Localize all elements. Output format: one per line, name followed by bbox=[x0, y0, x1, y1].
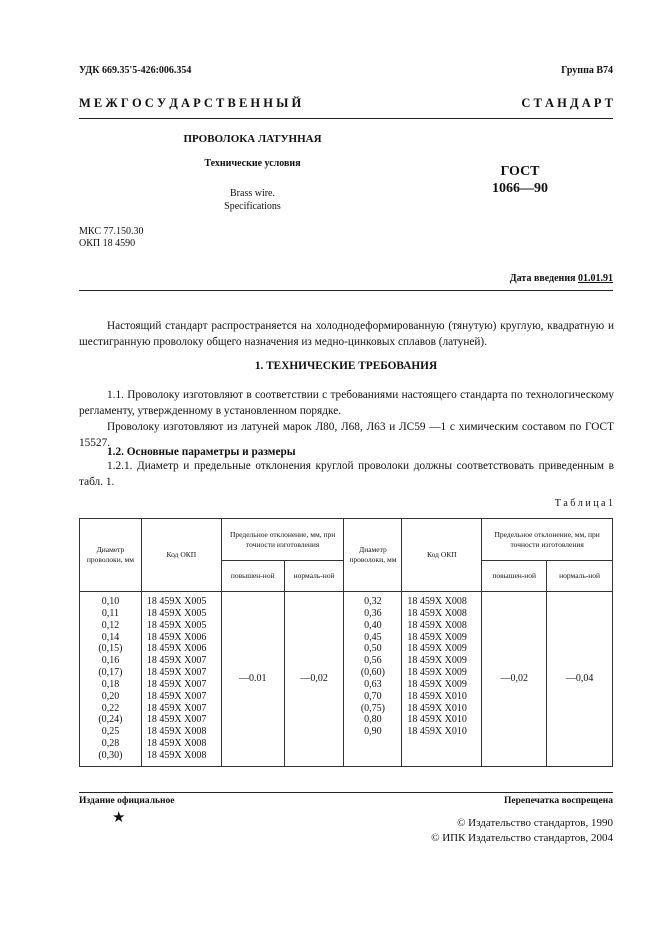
right-codes-cell bbox=[402, 592, 482, 767]
col-increased-header-2: повышен-ной bbox=[482, 561, 547, 592]
right-normal-deviation: —0,04 bbox=[547, 592, 613, 767]
col-diameter-header: Диаметр проволоки, мм bbox=[80, 519, 142, 592]
left-diameters-cell bbox=[80, 592, 142, 767]
paragraph-1-1: 1.1. Проволоку изготовляют в соответствии с требованиями настоящего стандарта по технологическому регламенту, утвержденному в установленном порядке. bbox=[79, 389, 614, 417]
okp-code-value: 18 459Х Х008 bbox=[146, 738, 207, 750]
intro-paragraph: Настоящий стандарт распространяется на холоднодеформированную (тянутую) круглую, квадратную и шестигранную проволоку общего назначения из медно-цинковых сплавов (латуней). bbox=[79, 320, 614, 348]
banner-right: С Т А Н Д А Р Т bbox=[521, 96, 613, 110]
diameter-value: 0,90 bbox=[364, 726, 382, 738]
gost-label: ГОСТ bbox=[500, 164, 540, 179]
table-caption: Т а б л и ц а 1 bbox=[554, 498, 613, 509]
diameter-value: 0,11 bbox=[101, 607, 119, 619]
diameter-value: 0,40 bbox=[364, 619, 382, 631]
intro-date-label: Дата введения bbox=[509, 273, 576, 284]
english-title-line2: Specifications bbox=[224, 201, 281, 212]
okp-code-value: 18 459Х Х009 bbox=[407, 631, 467, 643]
col-deviation-header-2: Предельное отклонение, мм, при точности изготовления bbox=[482, 519, 613, 561]
left-codes-cell bbox=[141, 592, 221, 767]
diameter-value: 0,63 bbox=[364, 678, 382, 690]
diameter-value: 0,16 bbox=[101, 655, 120, 667]
diameter-value: 0,36 bbox=[364, 607, 382, 619]
paragraph-1-2: 1.2. Основные параметры и размеры bbox=[107, 446, 296, 458]
okp-code-value: 18 459Х Х005 bbox=[146, 607, 207, 619]
okp-code-value: 18 459Х Х007 bbox=[146, 690, 207, 702]
diameter-value: 0,25 bbox=[101, 726, 120, 738]
okp-code-value: 18 459Х Х007 bbox=[146, 667, 207, 679]
diameter-value: 0,56 bbox=[364, 655, 382, 667]
okp-code-value: 18 459Х Х007 bbox=[146, 655, 207, 667]
okp-code-value: 18 459Х Х007 bbox=[146, 714, 207, 726]
group-code: Группа В74 bbox=[561, 65, 613, 76]
paragraph-1-1b: Проволоку изготовляют из латуней марок Л80, Л68, Л63 и ЛС59 —1 с химическим составом по ГОСТ 15527. bbox=[79, 421, 614, 449]
okp-code-value: 18 459Х Х010 bbox=[407, 690, 467, 702]
diameter-value: 0,22 bbox=[101, 702, 120, 714]
left-increased-deviation: —0.01 bbox=[221, 592, 284, 767]
diameter-value: (0,30) bbox=[98, 749, 123, 761]
right-increased-deviation: —0,02 bbox=[482, 592, 547, 767]
okp-code-value: 18 459Х Х005 bbox=[146, 619, 207, 631]
okp-code-value: 18 459Х Х007 bbox=[146, 702, 207, 714]
okp-code-value: 18 459Х Х010 bbox=[407, 726, 467, 738]
diameter-value: 0,32 bbox=[364, 596, 382, 607]
diameter-value: (0,15) bbox=[98, 643, 123, 655]
diameter-value: 0,80 bbox=[364, 714, 382, 726]
col-okp-header-2: Код ОКП bbox=[402, 519, 482, 592]
okp-code-value: 18 459Х Х009 bbox=[407, 667, 467, 679]
official-edition: Издание официальное bbox=[79, 796, 175, 806]
classification-codes bbox=[79, 226, 143, 249]
diameter-value: 0,28 bbox=[101, 738, 120, 750]
standard-banner bbox=[79, 96, 613, 111]
col-diameter-header-2: Диаметр проволоки, мм bbox=[344, 519, 402, 592]
col-normal-header: нормаль-ной bbox=[284, 561, 344, 592]
okp-code-value: 18 459Х Х009 bbox=[407, 655, 467, 667]
okp-code-value: 18 459Х Х010 bbox=[407, 714, 467, 726]
english-title-line1: Brass wire. bbox=[230, 188, 275, 199]
col-okp-header: Код ОКП bbox=[141, 519, 221, 592]
diameter-value: 0,18 bbox=[101, 678, 120, 690]
diameter-value: 0,12 bbox=[101, 619, 120, 631]
okp-code-value: 18 459Х Х009 bbox=[407, 678, 467, 690]
document-title: ПРОВОЛОКА ЛАТУННАЯ bbox=[183, 133, 322, 145]
okp-code-value: 18 459Х Х008 bbox=[146, 749, 207, 761]
date-rule bbox=[79, 290, 613, 291]
okp-code-value: 18 459Х Х008 bbox=[407, 607, 467, 619]
okp-code-value: 18 459Х Х010 bbox=[407, 702, 467, 714]
intro-date bbox=[510, 273, 613, 284]
okp-code-value: 18 459Х Х005 bbox=[146, 596, 207, 607]
section-title: 1. ТЕХНИЧЕСКИЕ ТРЕБОВАНИЯ bbox=[254, 360, 438, 372]
reprint-notice: Перепечатка воспрещена bbox=[503, 796, 613, 806]
copyright-1990: © Издательство стандартов, 1990 bbox=[457, 817, 613, 829]
table-1 bbox=[79, 518, 613, 767]
diameter-value: 0,14 bbox=[101, 631, 120, 643]
col-normal-header-2: нормаль-ной bbox=[547, 561, 613, 592]
english-title bbox=[150, 187, 355, 213]
diameter-value: 0,10 bbox=[101, 596, 120, 607]
col-deviation-header: Предельное отклонение, мм, при точности изготовления bbox=[221, 519, 344, 561]
gost-designation bbox=[470, 163, 570, 197]
header-rule bbox=[79, 118, 613, 119]
gost-number: 1066—90 bbox=[492, 181, 548, 196]
diameter-value: 0,50 bbox=[364, 643, 382, 655]
diameter-value: (0,75) bbox=[360, 702, 386, 714]
document-subtitle: Технические условия bbox=[204, 158, 301, 169]
okp-code-value: 18 459Х Х009 bbox=[407, 643, 467, 655]
table-row bbox=[80, 592, 613, 767]
diameter-value: (0,60) bbox=[360, 667, 386, 679]
left-normal-deviation: —0,02 bbox=[284, 592, 344, 767]
diameter-value: (0,24) bbox=[98, 714, 123, 726]
okp-code-value: 18 459Х Х006 bbox=[146, 643, 207, 655]
col-increased-header: повышен-ной bbox=[221, 561, 284, 592]
diameter-value: 0,45 bbox=[364, 631, 382, 643]
okp-code-value: 18 459Х Х008 bbox=[407, 619, 467, 631]
diameter-value: 0,20 bbox=[101, 690, 120, 702]
diameter-value: 0,70 bbox=[364, 690, 382, 702]
udk-code: УДК 669.35'5-426:006.354 bbox=[79, 65, 192, 76]
paragraph-1-2-1: 1.2.1. Диаметр и предельные отклонения круглой проволоки должны соответствовать приведенным в табл. 1. bbox=[79, 460, 614, 488]
diameter-value: (0,17) bbox=[98, 667, 123, 679]
intro-date-value: 01.01.91 bbox=[578, 273, 613, 284]
star-icon: ★ bbox=[112, 810, 126, 826]
banner-left: М Е Ж Г О С У Д А Р С Т В Е Н Н Ы Й bbox=[79, 96, 302, 110]
copyright-block bbox=[431, 816, 613, 846]
right-diameters-cell bbox=[344, 592, 402, 767]
okp-code-value: 18 459Х Х006 bbox=[146, 631, 207, 643]
okp-code-value: 18 459Х Х007 bbox=[146, 678, 207, 690]
okp-code: ОКП 18 4590 bbox=[79, 237, 136, 249]
footer-rule bbox=[79, 792, 613, 793]
copyright-2004: © ИПК Издательство стандартов, 2004 bbox=[431, 832, 613, 844]
okp-code-value: 18 459Х Х008 bbox=[146, 726, 207, 738]
mks-code: МКС 77.150.30 bbox=[79, 226, 144, 237]
okp-code-value: 18 459Х Х008 bbox=[407, 596, 467, 607]
